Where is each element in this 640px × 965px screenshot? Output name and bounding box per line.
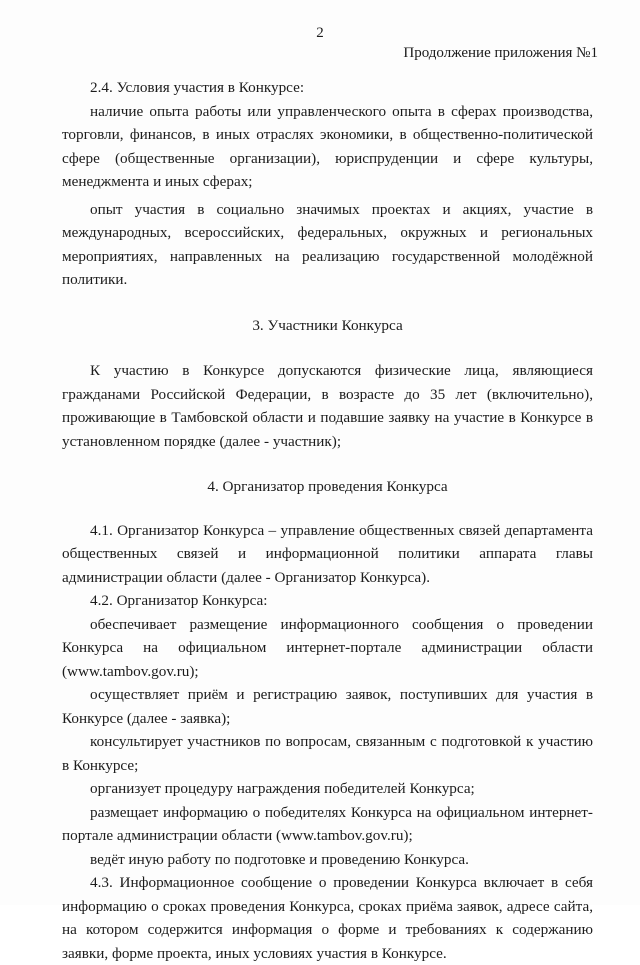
condition-item: опыт участия в социально значимых проектах и акциях, участие в международных, всероссийских, федеральных, окружных и региональных мероприятиях, направленных на реализацию государственной молодёжной политики.	[62, 200, 593, 288]
condition-item: наличие опыта работы или управленческого опыта в сферах производства, торговли, финансов, в иных отраслях экономики, в общественно-политической сфере (общественные организации), юриспруденции и сфере культуры, менеджмента и иных сферах;	[62, 102, 593, 190]
section-2-4-title: 2.4. Условия участия в Конкурсе:	[90, 79, 305, 96]
organizer-duty-item: ведёт иную работу по подготовке и проведению Конкурса.	[90, 850, 469, 868]
document-body	[62, 76, 593, 965]
organizer-duty-item: осуществляет приём и регистрацию заявок, поступивших для участия в Конкурсе (далее - заявка);	[62, 686, 593, 727]
organizer-duty-item: консультирует участников по вопросам, связанным с подготовкой к участию в Конкурсе;	[62, 733, 593, 774]
paragraph-4-1: 4.1. Организатор Конкурса – управление общественных связей департамента общественных связей и информационной политики аппарата главы администрации области (далее - Организатор Конкурса).	[62, 521, 593, 586]
paragraph-4-2: 4.2. Организатор Конкурса:	[90, 592, 268, 609]
section-3-heading: 3. Участники Конкурса	[252, 316, 403, 334]
organizer-duty-item: организует процедуру награждения победителей Конкурса;	[90, 780, 475, 797]
page-number: 2	[316, 25, 324, 41]
appendix-continuation-note: Продолжение приложения №1	[403, 45, 598, 61]
organizer-duty-item: размещает информацию о победителях Конкурса на официальном интернет-портале администрации области (www.tambov.gov.ru);	[62, 803, 593, 844]
participants-paragraph: К участию в Конкурсе допускаются физические лица, являющиеся гражданами Российской Федерации, в возрасте до 35 лет (включительно), проживающие в Тамбовской области и подавшие заявку на участие в Конкурсе в установленном порядке (далее - участник);	[62, 362, 593, 450]
section-4-heading: 4. Организатор проведения Конкурса	[207, 478, 448, 495]
organizer-duty-item: обеспечивает размещение информационного сообщения о проведении Конкурса на официальном интернет-портале администрации области (www.tambov.gov.ru);	[62, 615, 593, 680]
paragraph-4-3: 4.3. Информационное сообщение о проведении Конкурса включает в себя информацию о сроках проведения Конкурса, сроках приёма заявок, адресе сайта, на котором содержится информация о форме и требованиях к содержанию заявки, форме проекта, иных условиях участия в Конкурсе.	[62, 874, 593, 962]
